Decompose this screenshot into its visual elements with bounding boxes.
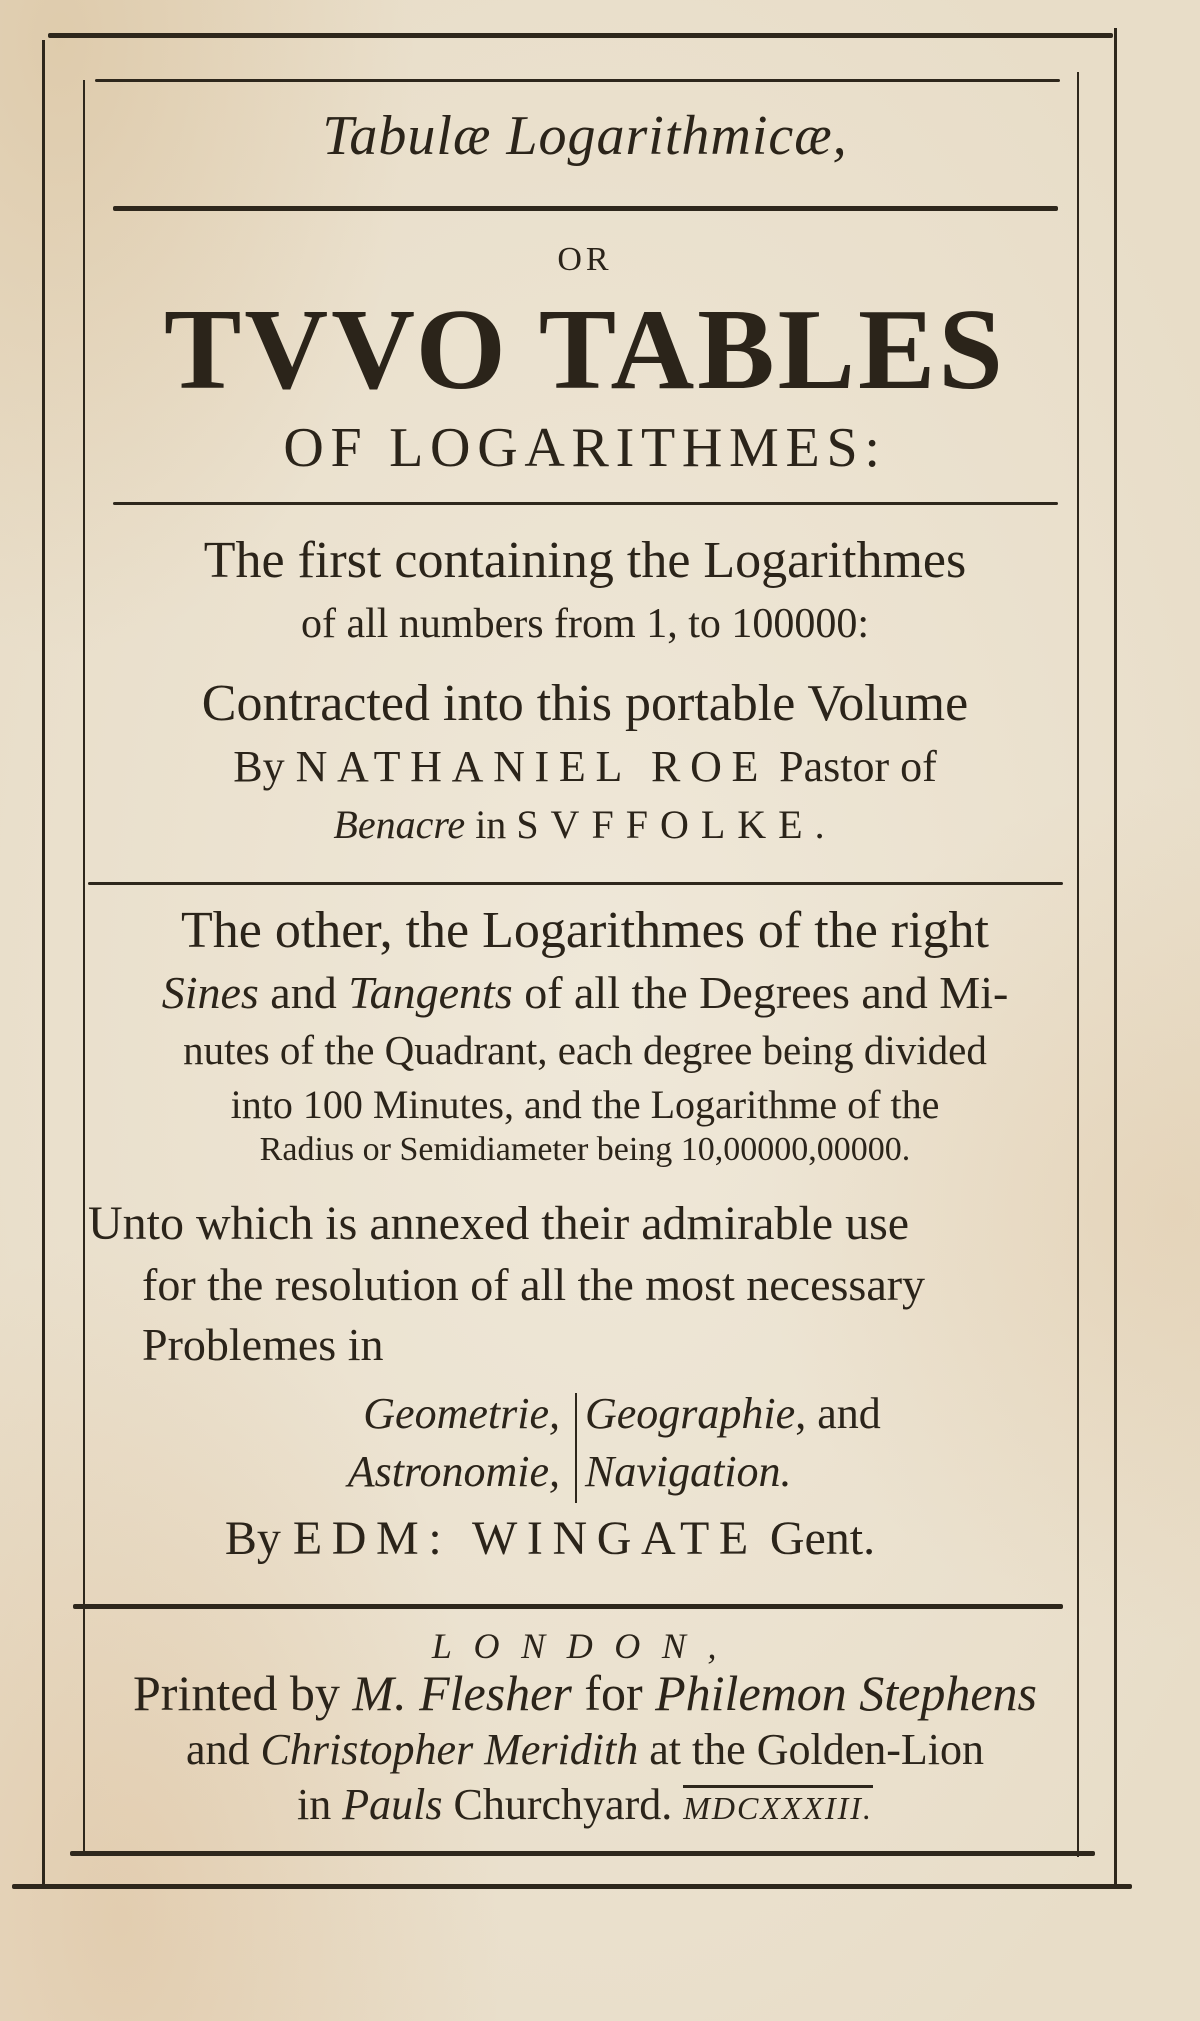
pauls-text: Pauls (342, 1780, 443, 1829)
imprint-year: MDCXXXIII. (683, 1785, 873, 1826)
outer-border-bottom (12, 1884, 1132, 1889)
subtitle: OF LOGARITHMES: (283, 417, 887, 479)
second-table-line-5: Radius or Semidiameter being 10,00000,00000. (259, 1131, 911, 1168)
uses-line-1: Unto which is annexed their admirable use (88, 1197, 910, 1250)
first-table-line-3: Contracted into this portable Volume (201, 675, 969, 732)
sines-text: Sines (161, 967, 259, 1018)
or-line: OR (557, 241, 613, 278)
printer-flesher: M. Flesher (352, 1665, 572, 1721)
subject-geometrie: Geometrie, (363, 1389, 560, 1438)
bookseller-stephens: Philemon Stephens (655, 1665, 1037, 1721)
author-roe: NATHANIEL ROE (295, 742, 769, 791)
latin-title: Tabulæ Logarithmicæ, (322, 105, 848, 167)
outer-border-left (42, 40, 45, 1885)
bookseller-meridith: Christopher Meridith (260, 1725, 639, 1774)
geographie-text: Geographie (585, 1389, 796, 1438)
divider-rule-1 (113, 206, 1058, 211)
by-text: By (224, 1512, 293, 1565)
second-table-line-4: into 100 Minutes, and the Logarithme of the (230, 1082, 940, 1127)
subject-navigation (585, 1443, 881, 1501)
subjects-columns (230, 1385, 930, 1510)
county-suffolke: SVFFOLKE. (516, 802, 837, 847)
imprint-city: LONDON, (431, 1626, 739, 1666)
tangents-text: Tangents (348, 967, 513, 1018)
inner-border-left (83, 80, 85, 1855)
subjects-right (585, 1385, 881, 1501)
imprint-line-3 (95, 1780, 1075, 1829)
uses-line-3: Problemes in (142, 1319, 384, 1370)
uses-line-2: for the resolution of all the most necessary (142, 1259, 926, 1310)
first-table-line-1: The first containing the Logarithmes (203, 532, 967, 589)
inner-border-bottom (70, 1851, 1095, 1856)
pastor-text: Pastor of (768, 742, 937, 791)
main-title: TVVO TABLES (164, 286, 1006, 414)
in-text: in (465, 802, 517, 847)
printed-by-text: Printed by (132, 1665, 353, 1721)
and-text: , and (795, 1389, 881, 1438)
imprint-line-2 (95, 1725, 1075, 1774)
for-text: for (571, 1665, 656, 1721)
divider-rule-2 (113, 502, 1058, 505)
golden-lion-text: at the Golden-Lion (638, 1725, 984, 1774)
inner-border-top (95, 79, 1060, 82)
second-table-line-1: The other, the Logarithmes of the right (180, 902, 989, 959)
gent-text: Gent. (757, 1512, 876, 1565)
divider-rule-4 (73, 1604, 1063, 1609)
degrees-text: of all the Degrees and Mi- (512, 967, 1009, 1018)
navigation-text: Navigation. (585, 1447, 792, 1496)
author-wingate: EDM: WINGATE (292, 1512, 758, 1565)
first-table-line-2: of all numbers from 1, to 100000: (300, 601, 870, 647)
churchyard-text: Churchyard. (442, 1780, 684, 1829)
author-line (60, 1512, 1040, 1565)
and-text: and (185, 1725, 261, 1774)
first-table-line-5 (95, 802, 1075, 847)
and-text: and (258, 967, 349, 1018)
place-benacre: Benacre (333, 802, 466, 847)
imprint-line-1 (95, 1665, 1075, 1721)
divider-rule-3 (88, 882, 1063, 885)
in-text: in (297, 1780, 343, 1829)
first-table-line-4 (95, 742, 1075, 791)
outer-border-top (48, 33, 1113, 38)
second-table-line-2 (95, 967, 1075, 1018)
by-text: By (233, 742, 296, 791)
subject-astronomie: Astronomie, (347, 1447, 560, 1496)
subject-geographie (585, 1385, 881, 1443)
second-table-line-3: nutes of the Quadrant, each degree being divided (183, 1027, 987, 1073)
column-divider (575, 1393, 577, 1503)
outer-border-right (1114, 28, 1117, 1888)
subjects-left (348, 1385, 560, 1501)
inner-border-right (1077, 72, 1079, 1857)
